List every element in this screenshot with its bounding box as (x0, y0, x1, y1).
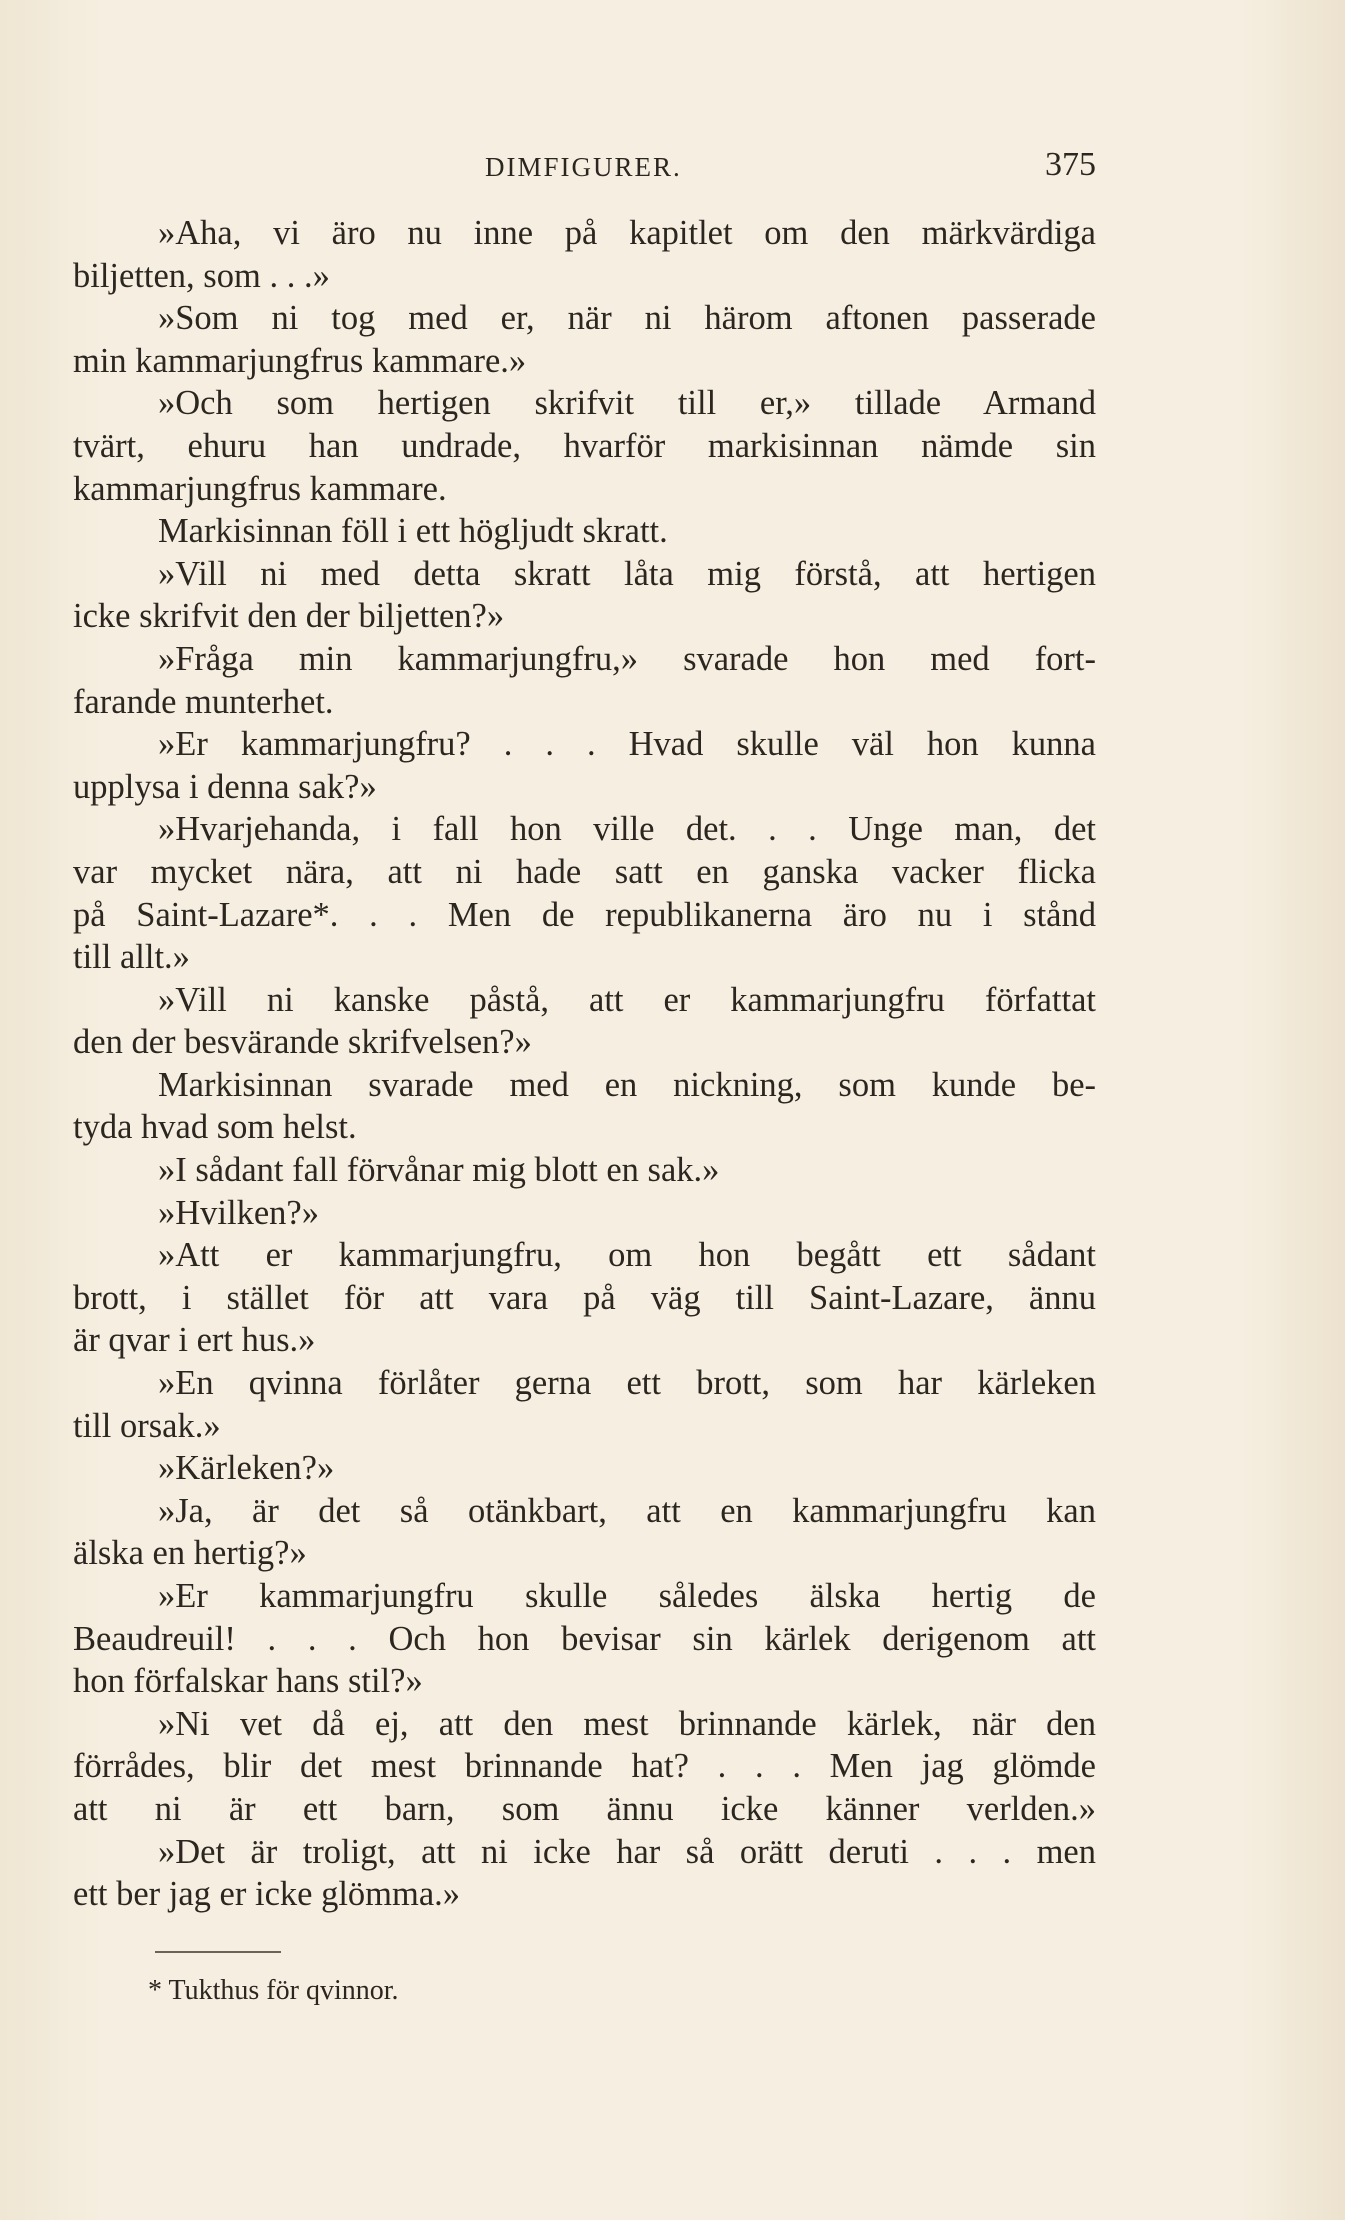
text-line: »I sådant fall förvånar mig blott en sak.» (158, 1151, 720, 1190)
text-line: »Att er kammarjungfru, om hon begått ett sådant (158, 1236, 1096, 1275)
text-line: biljetten, som . . .» (73, 256, 330, 295)
text-line: brott, i stället för att vara på väg till Saint-Lazare, ännu (73, 1278, 1096, 1317)
text-line: till allt.» (73, 938, 190, 977)
text-line: »Fråga min kammarjungfru,» svarade hon med fort- (158, 639, 1096, 678)
text-line: tvärt, ehuru han undrade, hvarför markisinnan nämde sin (73, 426, 1096, 465)
text-line: »Och som hertigen skrifvit till er,» tillade Armand (158, 384, 1096, 423)
text-line: »Som ni tog med er, när ni härom aftonen passerade (158, 299, 1096, 338)
text-line: »Aha, vi äro nu inne på kapitlet om den märkvärdiga (158, 214, 1096, 252)
text-line: »Vill ni med detta skratt låta mig förstå, att hertigen (158, 554, 1096, 593)
text-line: »Vill ni kanske påstå, att er kammarjungfru författat (158, 980, 1096, 1019)
text-line: till orsak.» (73, 1406, 221, 1445)
text-line: »Hvarjehanda, i fall hon ville det. . . Unge man, det (158, 810, 1096, 849)
running-head: DIMFIGURER. (485, 152, 682, 182)
text-line: farande munterhet. (73, 682, 334, 721)
text-line: »Hvilken?» (158, 1193, 319, 1232)
text-line: Markisinnan föll i ett högljudt skratt. (158, 512, 668, 551)
text-line: Markisinnan svarade med en nickning, som kunde be- (158, 1065, 1096, 1104)
footnote: * Tukthus för qvinnor. (148, 1975, 399, 2006)
text-line: på Saint-Lazare*. . . Men de republikanerna äro nu i stånd (73, 895, 1096, 934)
footnote-divider (155, 1951, 281, 1953)
text-line: Beaudreuil! . . . Och hon bevisar sin kärlek derigenom att (73, 1619, 1096, 1658)
text-line: hon förfalskar hans stil?» (73, 1662, 423, 1701)
text-line: tyda hvad som helst. (73, 1108, 357, 1147)
text-line: älska en hertig?» (73, 1534, 307, 1573)
text-line: förrådes, blir det mest brinnande hat? . . . Men jag glömde (73, 1747, 1096, 1786)
text-line: upplysa i denna sak?» (73, 767, 377, 806)
text-line: icke skrifvit den der biljetten?» (73, 597, 505, 636)
page-number: 375 (1045, 146, 1096, 183)
text-line: ett ber jag er icke glömma.» (73, 1875, 461, 1914)
page-header (73, 146, 1096, 192)
text-line: var mycket nära, att ni hade satt en ganska vacker flicka (73, 852, 1096, 891)
text-line: »En qvinna förlåter gerna ett brott, som har kärleken (158, 1364, 1096, 1403)
text-line: »Det är troligt, att ni icke har så orätt deruti . . . men (158, 1832, 1096, 1871)
text-line: min kammarjungfrus kammare.» (73, 341, 527, 380)
body-text (73, 212, 1096, 1916)
text-line: den der besvärande skrifvelsen?» (73, 1023, 532, 1062)
text-line: »Er kammarjungfru? . . . Hvad skulle väl hon kunna (158, 725, 1096, 764)
text-line: kammarjungfrus kammare. (73, 469, 447, 508)
text-line: »Kärleken?» (158, 1449, 335, 1488)
text-line: »Ja, är det så otänkbart, att en kammarjungfru kan (158, 1491, 1096, 1530)
text-line: »Er kammarjungfru skulle således älska hertig de (158, 1577, 1096, 1615)
text-line: att ni är ett barn, som ännu icke känner verlden.» (73, 1789, 1096, 1828)
text-line: är qvar i ert hus.» (73, 1321, 316, 1360)
text-line: »Ni vet då ej, att den mest brinnande kärlek, när den (158, 1704, 1096, 1743)
